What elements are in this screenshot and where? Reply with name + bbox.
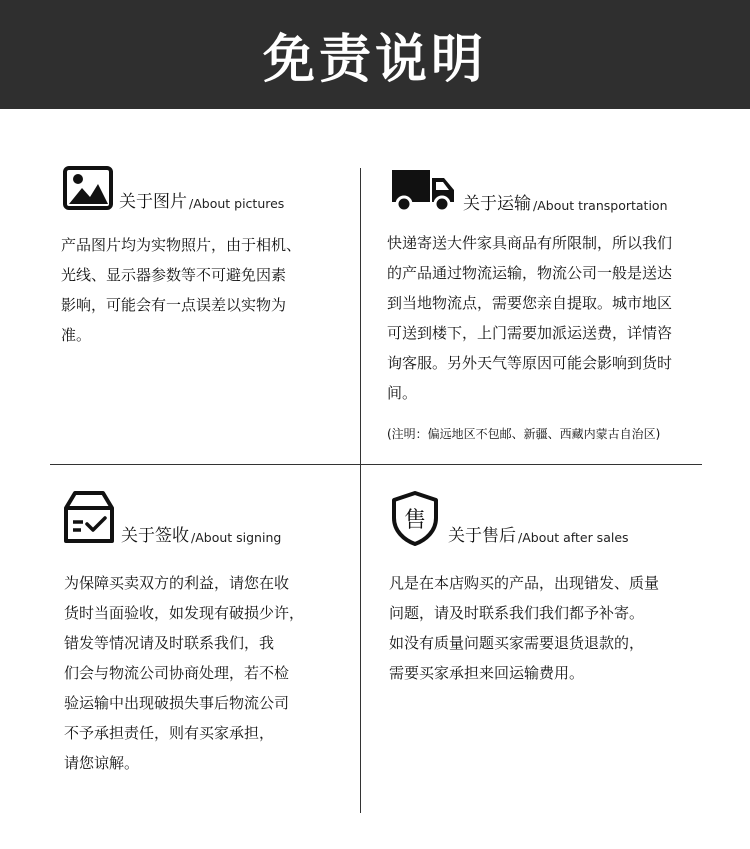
transport-text	[387, 228, 672, 408]
text-line: 货时当面验收，如发现有破损少许，	[64, 604, 305, 622]
header-banner	[0, 0, 750, 109]
shield-icon	[390, 490, 440, 546]
pictures-subtitle: /About pictures	[189, 196, 285, 211]
text-line: 为保障买卖双方的利益，请您在收	[64, 574, 290, 592]
text-line: 们会与物流公司协商处理，若不检	[64, 664, 290, 682]
aftersales-title: 关于售后	[448, 526, 516, 546]
text-line: 可送到楼下，上门需要加派运送费，详情咨	[387, 324, 673, 342]
text-line: 间。	[387, 384, 418, 402]
image-icon	[63, 166, 113, 210]
transport-heading	[463, 194, 668, 214]
truck-icon	[392, 168, 456, 214]
text-line: 请您谅解。	[64, 754, 140, 772]
transport-subtitle: /About transportation	[533, 198, 668, 213]
text-line: 不予承担责任，则有买家承担，	[64, 724, 275, 742]
svg-text:售: 售	[403, 508, 427, 533]
package-check-icon	[63, 490, 115, 544]
aftersales-heading	[448, 526, 629, 546]
page-title: 免责说明	[262, 30, 487, 90]
text-line: 问题，请及时联系我们我们都予补寄。	[389, 604, 645, 622]
signing-text	[64, 568, 304, 778]
text-line: 询客服。另外天气等原因可能会影响到货时	[387, 354, 673, 372]
text-line: 如没有质量问题买家需要退货退款的，	[389, 634, 645, 652]
pictures-title: 关于图片	[119, 192, 187, 212]
transport-note: (注明：偏远地区不包邮、新疆、西藏内蒙古自治区)	[387, 427, 661, 441]
text-line: 验运输中出现破损失事后物流公司	[64, 694, 290, 712]
text-line: 快递寄送大件家具商品有所限制，所以我们	[387, 234, 673, 252]
text-line: 需要买家承担来回运输费用。	[389, 664, 585, 682]
text-line: 产品图片均为实物照片，由于相机、	[61, 236, 302, 254]
text-line: 错发等情况请及时联系我们，我	[64, 634, 275, 652]
vertical-divider	[360, 168, 361, 813]
text-line: 凡是在本店购买的产品，出现错发、质量	[389, 574, 660, 592]
text-line: 的产品通过物流运输，物流公司一般是送达	[387, 264, 673, 282]
text-line: 影响，可能会有一点误差以实物为	[61, 296, 287, 314]
text-line: 到当地物流点，需要您亲自提取。城市地区	[387, 294, 673, 312]
pictures-text	[61, 230, 301, 350]
aftersales-text	[389, 568, 659, 688]
signing-title: 关于签收	[121, 526, 189, 546]
aftersales-subtitle: /About after sales	[518, 530, 629, 545]
signing-subtitle: /About signing	[191, 530, 282, 545]
text-line: 准。	[61, 326, 92, 344]
text-line: 光线、显示器参数等不可避免因素	[61, 266, 287, 284]
horizontal-divider	[50, 464, 702, 465]
pictures-heading	[119, 192, 284, 212]
signing-heading	[121, 526, 281, 546]
transport-title: 关于运输	[463, 194, 531, 214]
